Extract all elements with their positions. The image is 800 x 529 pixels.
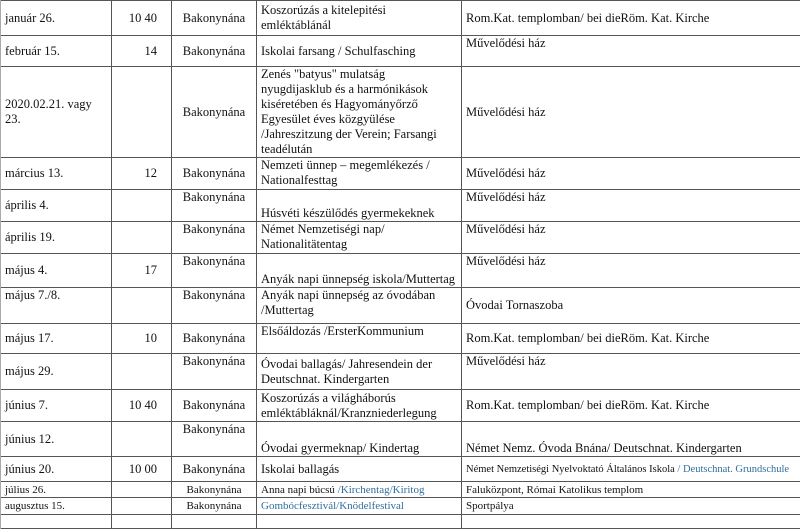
table-row bbox=[0, 1, 800, 36]
date-text: május 17. bbox=[5, 331, 54, 345]
cell-event bbox=[257, 190, 462, 222]
venue-text: Művelődési ház bbox=[466, 105, 546, 119]
venue-text: Német Nemz. Óvoda Bnána/ Deutschnat. Kindergarten bbox=[466, 441, 742, 455]
table-row bbox=[0, 390, 800, 422]
table-row bbox=[0, 158, 800, 190]
venue-text: Rom.Kat. templomban/ bei dieRöm. Kat. Kirche bbox=[466, 331, 709, 345]
place-text: Bakonynána bbox=[183, 44, 245, 58]
cell-venue bbox=[462, 422, 800, 457]
cell-place bbox=[172, 354, 257, 390]
event-text: Elsőáldozás /ErsterKommunium bbox=[261, 324, 424, 338]
date-text: március 13. bbox=[5, 166, 63, 180]
cell-date bbox=[0, 457, 112, 482]
date-text: június 12. bbox=[5, 432, 54, 446]
cell-time bbox=[112, 482, 172, 498]
place-text: Bakonynána bbox=[183, 222, 245, 236]
table-row bbox=[0, 288, 800, 324]
event-text: Koszorúzás a kitelepitési emléktáblánál bbox=[261, 3, 386, 32]
venue-link-text: / Deutschnat. Grundschule bbox=[675, 464, 789, 475]
time-text: 17 bbox=[145, 263, 158, 277]
venue-text: Faluközpont, Római Katolikus templom bbox=[466, 484, 643, 496]
cell-time bbox=[112, 457, 172, 482]
event-text: Anna napi búcsú bbox=[261, 484, 335, 496]
venue-text: Német Nemzetiségi Nyelvoktató Általános Iskola bbox=[466, 464, 675, 475]
cell-time bbox=[112, 36, 172, 67]
cell-event bbox=[257, 354, 462, 390]
cell-venue bbox=[462, 67, 800, 158]
cell-place bbox=[172, 422, 257, 457]
date-text: április 19. bbox=[5, 230, 55, 244]
cell-venue bbox=[462, 498, 800, 515]
cell-date bbox=[0, 324, 112, 354]
date-text: május 7./8. bbox=[5, 288, 60, 302]
cell-time bbox=[112, 158, 172, 190]
cell-event bbox=[257, 288, 462, 324]
cell-date bbox=[0, 254, 112, 288]
place-text: Bakonynána bbox=[183, 166, 245, 180]
date-text: április 4. bbox=[5, 198, 49, 212]
event-text: Iskolai ballagás bbox=[261, 462, 339, 476]
table-row bbox=[0, 254, 800, 288]
cell-date bbox=[0, 482, 112, 498]
table-row bbox=[0, 422, 800, 457]
event-text: Anyák napi ünnepség az óvodában /Muttertag bbox=[261, 288, 435, 317]
event-text: Koszorúzás a világháborús emléktábláknál/Kranzniederlegung bbox=[261, 391, 437, 420]
date-text: augusztus 15. bbox=[5, 500, 65, 512]
cell-venue bbox=[462, 482, 800, 498]
table-row bbox=[0, 515, 800, 529]
cell-time bbox=[112, 390, 172, 422]
date-text: január 26. bbox=[5, 11, 55, 25]
cell-place bbox=[172, 158, 257, 190]
venue-text: Művelődési ház bbox=[466, 166, 546, 180]
event-text: Anyák napi ünnepség iskola/Muttertag bbox=[261, 272, 455, 286]
cell-event bbox=[257, 422, 462, 457]
cell-time bbox=[112, 324, 172, 354]
date-text: február 15. bbox=[5, 44, 60, 58]
cell-venue bbox=[462, 190, 800, 222]
cell-venue bbox=[462, 324, 800, 354]
cell-event bbox=[257, 457, 462, 482]
table-row bbox=[0, 222, 800, 254]
place-text: Bakonynána bbox=[183, 190, 245, 204]
cell-place bbox=[172, 222, 257, 254]
cell-place bbox=[172, 36, 257, 67]
cell-event bbox=[257, 67, 462, 158]
date-text: május 4. bbox=[5, 263, 47, 277]
event-link-text: Gombócfesztivál/Knödelfestival bbox=[261, 500, 404, 512]
time-text: 10 40 bbox=[129, 398, 157, 412]
date-text: 2020.02.21. vagy 23. bbox=[5, 97, 92, 126]
cell-date bbox=[0, 67, 112, 158]
cell-empty bbox=[112, 515, 172, 529]
time-text: 10 40 bbox=[129, 11, 157, 25]
place-text: Bakonynána bbox=[187, 500, 242, 512]
venue-text: Rom.Kat. templomban/ bei dieRöm. Kat. Kirche bbox=[466, 11, 709, 25]
cell-date bbox=[0, 390, 112, 422]
venue-text: Művelődési ház bbox=[466, 354, 546, 368]
time-text: 10 bbox=[145, 331, 158, 345]
event-text: Iskolai farsang / Schulfasching bbox=[261, 44, 415, 58]
date-text: július 26. bbox=[5, 484, 46, 496]
event-text: Nemzeti ünnep – megemlékezés / Nationalfesttag bbox=[261, 158, 430, 187]
cell-empty bbox=[0, 515, 112, 529]
cell-time bbox=[112, 422, 172, 457]
cell-venue bbox=[462, 254, 800, 288]
event-text: Húsvéti készülődés gyermekeknek bbox=[261, 206, 435, 220]
cell-date bbox=[0, 422, 112, 457]
event-link-text: /Kirchentag/Kiritog bbox=[335, 484, 425, 496]
place-text: Bakonynána bbox=[183, 398, 245, 412]
cell-time bbox=[112, 354, 172, 390]
cell-place bbox=[172, 482, 257, 498]
cell-event bbox=[257, 482, 462, 498]
cell-empty bbox=[172, 515, 257, 529]
cell-time bbox=[112, 288, 172, 324]
cell-date bbox=[0, 222, 112, 254]
cell-event bbox=[257, 324, 462, 354]
venue-text: Rom.Kat. templomban/ bei dieRöm. Kat. Kirche bbox=[466, 398, 709, 412]
cell-date bbox=[0, 288, 112, 324]
time-text: 12 bbox=[145, 166, 158, 180]
cell-place bbox=[172, 324, 257, 354]
venue-text: Óvodai Tornaszoba bbox=[466, 298, 563, 312]
cell-place bbox=[172, 390, 257, 422]
cell-venue bbox=[462, 158, 800, 190]
cell-time bbox=[112, 67, 172, 158]
cell-time bbox=[112, 190, 172, 222]
cell-date bbox=[0, 1, 112, 36]
date-text: május 29. bbox=[5, 364, 54, 378]
cell-place bbox=[172, 457, 257, 482]
cell-date bbox=[0, 190, 112, 222]
cell-event bbox=[257, 254, 462, 288]
table-row bbox=[0, 498, 800, 515]
cell-venue bbox=[462, 288, 800, 324]
place-text: Bakonynána bbox=[183, 288, 245, 302]
table-row bbox=[0, 67, 800, 158]
cell-event bbox=[257, 1, 462, 36]
cell-place bbox=[172, 1, 257, 36]
event-text: Óvodai ballagás/ Jahresendein der Deutschnat. Kindergarten bbox=[261, 357, 432, 386]
cell-empty bbox=[462, 515, 800, 529]
cell-event bbox=[257, 36, 462, 67]
venue-text: Művelődési ház bbox=[466, 190, 546, 204]
cell-time bbox=[112, 254, 172, 288]
venue-text: Sportpálya bbox=[466, 500, 514, 512]
time-text: 14 bbox=[145, 44, 158, 58]
event-text: Óvodai gyermeknap/ Kindertag bbox=[261, 441, 419, 455]
cell-time bbox=[112, 222, 172, 254]
cell-venue bbox=[462, 354, 800, 390]
cell-venue bbox=[462, 222, 800, 254]
place-text: Bakonynána bbox=[183, 11, 245, 25]
place-text: Bakonynána bbox=[183, 105, 245, 119]
place-text: Bakonynána bbox=[183, 331, 245, 345]
cell-event bbox=[257, 390, 462, 422]
place-text: Bakonynána bbox=[183, 422, 245, 436]
event-text: Német Nemzetiségi nap/ Nationalitätentag bbox=[261, 222, 385, 251]
table-row bbox=[0, 457, 800, 482]
venue-text: Művelődési ház bbox=[466, 254, 546, 268]
cell-empty bbox=[257, 515, 462, 529]
cell-venue bbox=[462, 36, 800, 67]
table-row bbox=[0, 36, 800, 67]
table-row bbox=[0, 354, 800, 390]
cell-time bbox=[112, 498, 172, 515]
cell-venue bbox=[462, 1, 800, 36]
cell-place bbox=[172, 67, 257, 158]
cell-place bbox=[172, 288, 257, 324]
cell-venue bbox=[462, 457, 800, 482]
cell-date bbox=[0, 158, 112, 190]
place-text: Bakonynána bbox=[187, 484, 242, 496]
cell-time bbox=[112, 1, 172, 36]
cell-venue bbox=[462, 390, 800, 422]
cell-event bbox=[257, 222, 462, 254]
cell-date bbox=[0, 36, 112, 67]
place-text: Bakonynána bbox=[183, 354, 245, 368]
venue-text: Művelődési ház bbox=[466, 36, 546, 50]
cell-place bbox=[172, 254, 257, 288]
cell-date bbox=[0, 354, 112, 390]
time-text: 10 00 bbox=[129, 462, 157, 476]
venue-text: Művelődési ház bbox=[466, 222, 546, 236]
table-row bbox=[0, 190, 800, 222]
date-text: június 20. bbox=[5, 462, 54, 476]
event-text: Zenés "batyus" mulatság nyugdijasklub és a harmónikások kiséretében és Hagyományőrző Egyesület éves közgyülése /Jahreszitzung der Verein; Farsangi teadélután bbox=[261, 67, 437, 156]
place-text: Bakonynána bbox=[183, 462, 245, 476]
date-text: június 7. bbox=[5, 398, 48, 412]
cell-place bbox=[172, 498, 257, 515]
table-row bbox=[0, 482, 800, 498]
cell-date bbox=[0, 498, 112, 515]
cell-event bbox=[257, 158, 462, 190]
cell-event bbox=[257, 498, 462, 515]
table-row bbox=[0, 324, 800, 354]
place-text: Bakonynána bbox=[183, 254, 245, 268]
cell-place bbox=[172, 190, 257, 222]
